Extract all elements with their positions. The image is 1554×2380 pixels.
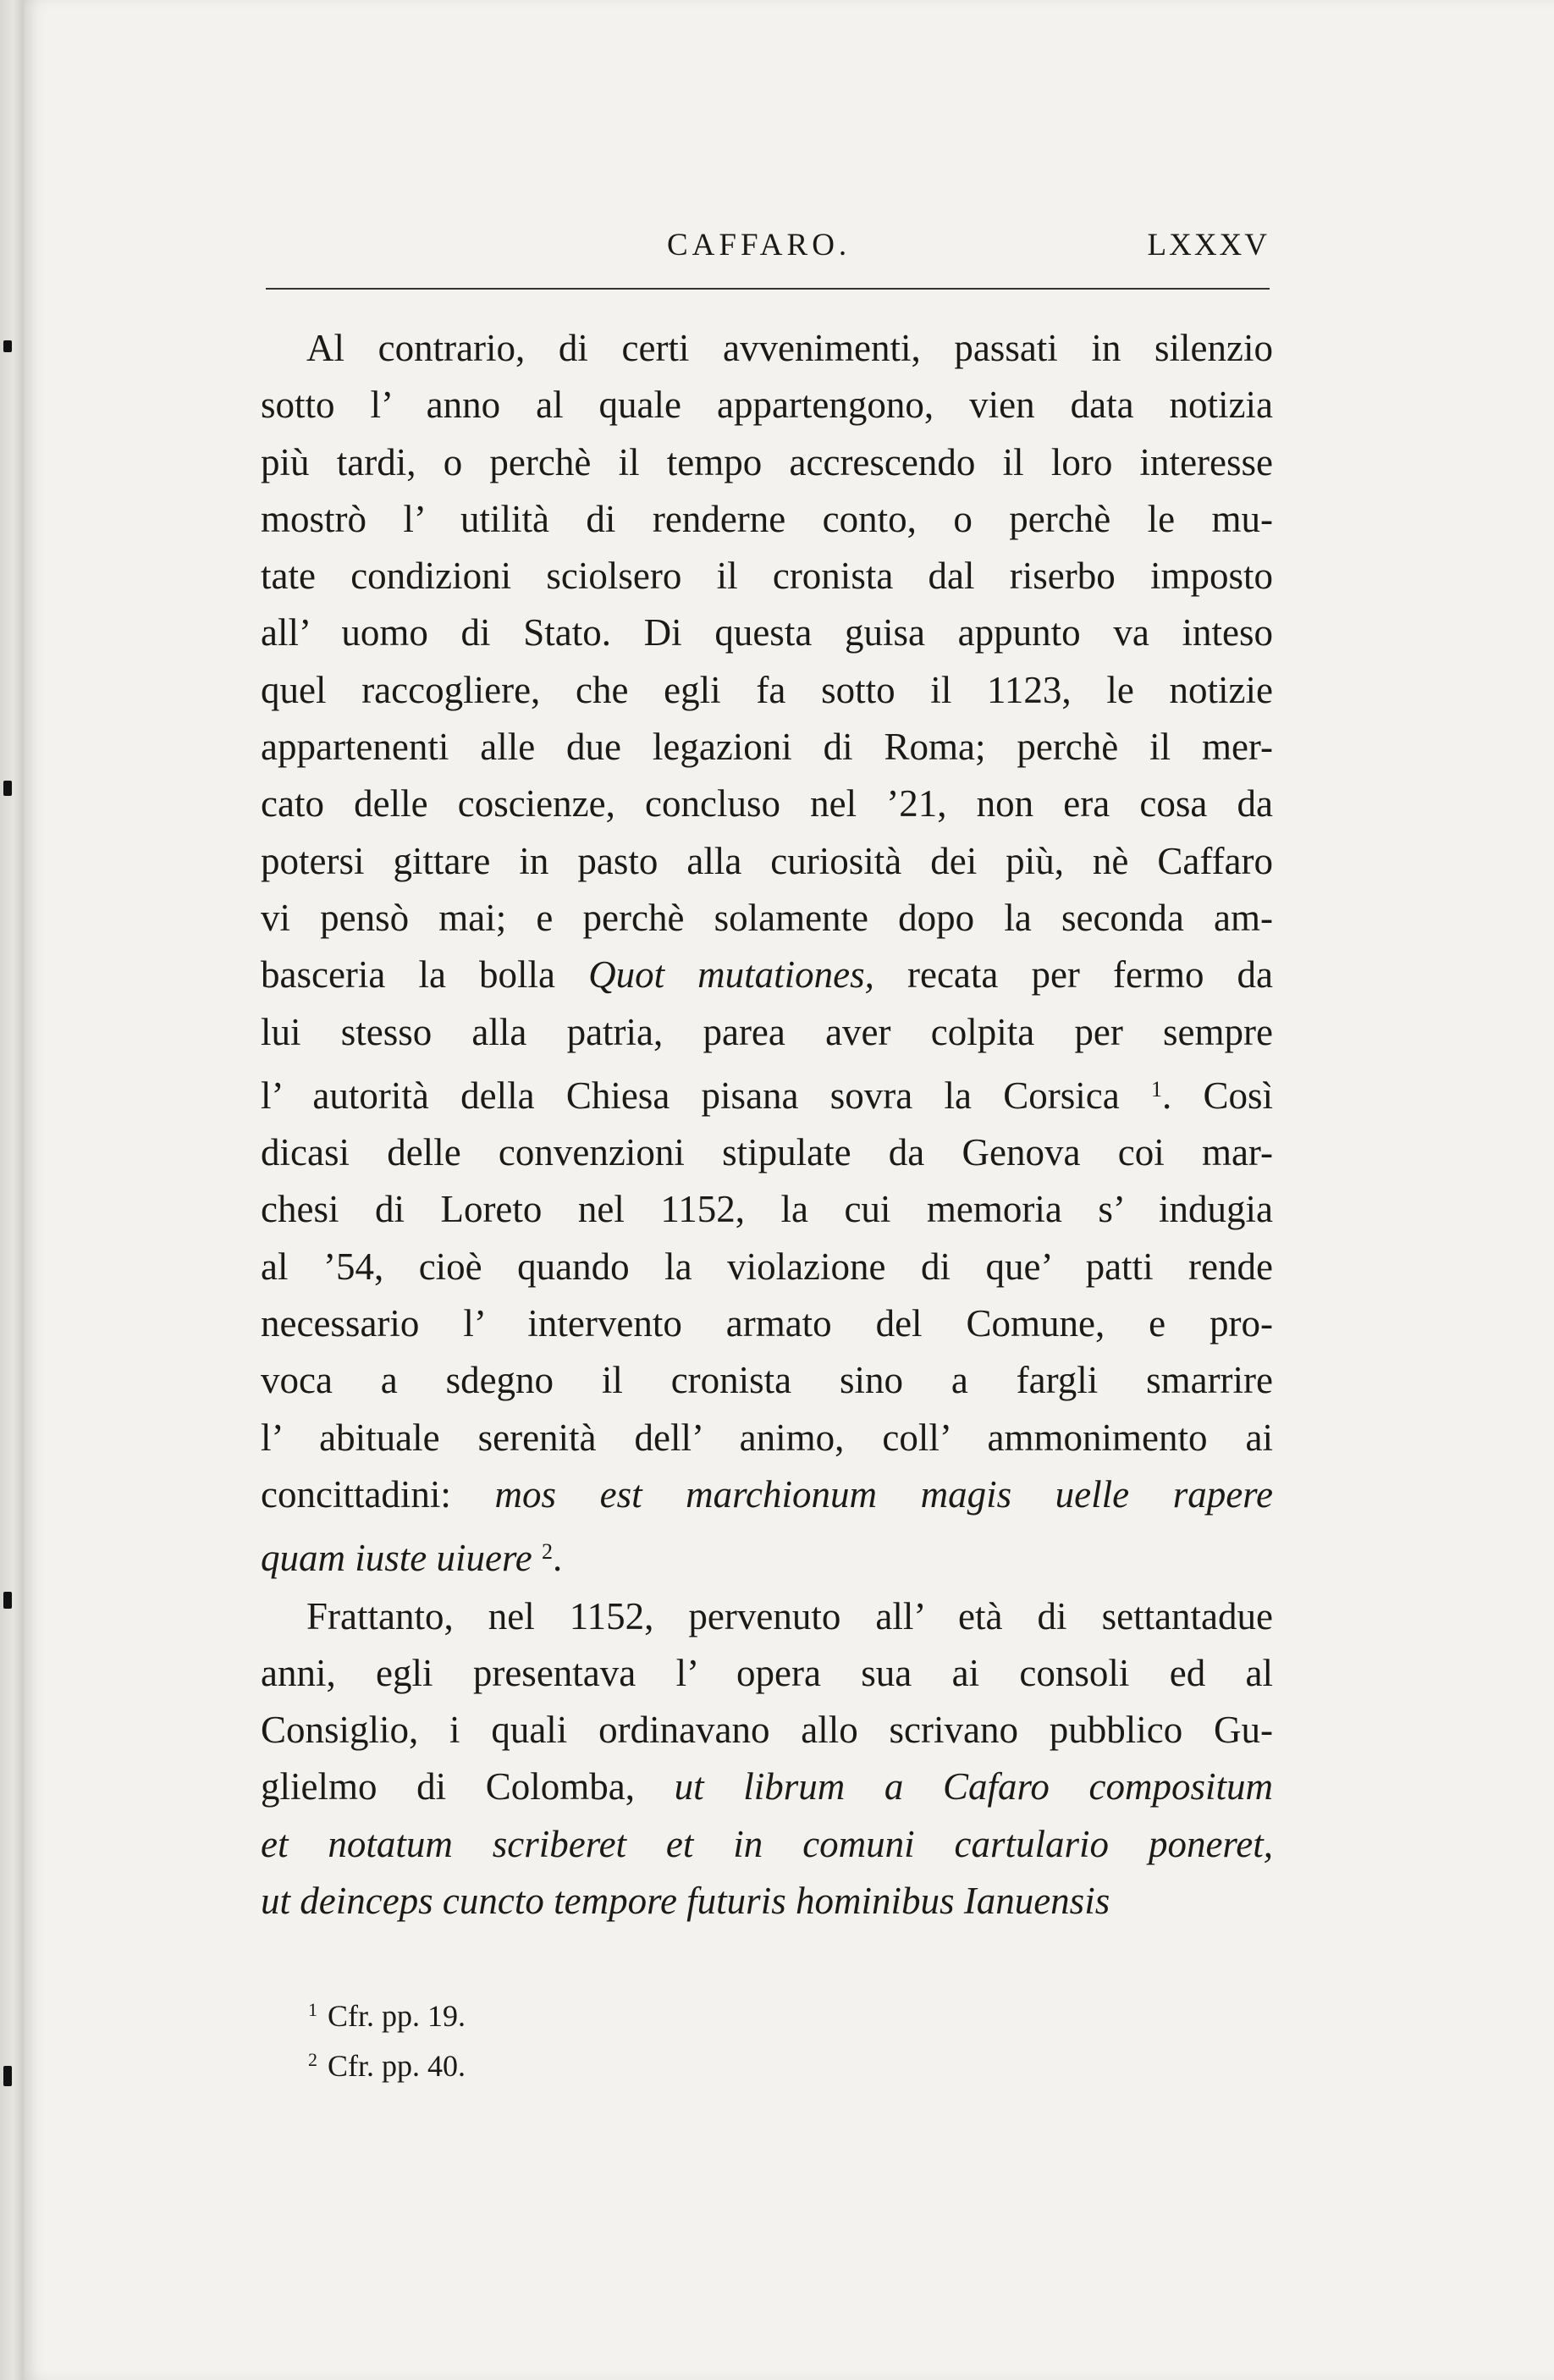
- text-run: [532, 1537, 542, 1579]
- footnote-text: Cfr. pp. 19.: [328, 1999, 466, 2033]
- text-run: recata per fermo da: [873, 953, 1273, 997]
- text-run: Al contrario, di certi avvenimenti, passati in silenzio: [306, 327, 1273, 369]
- text-line: [261, 947, 1273, 1003]
- footnote-text: Cfr. pp. 40.: [328, 2049, 466, 2083]
- text-run: Frattanto, nel 1152, pervenuto all’ età di settantadue: [306, 1594, 1273, 1637]
- text-line: [261, 434, 1273, 491]
- footnote-number: 1: [308, 1999, 317, 2020]
- text-line: [261, 320, 1273, 377]
- text-line: [261, 1352, 1273, 1409]
- italic-latin-phrase: ut librum a Cafaro compositum: [674, 1765, 1273, 1808]
- text-line: [261, 1124, 1273, 1181]
- header-rule: [266, 288, 1270, 290]
- text-line: [261, 776, 1273, 832]
- text-run: voca a sdegno il cronista sino a fargli smarrire: [261, 1359, 1273, 1402]
- text-run: vi pensò mai; e perchè solamente dopo la seconda am-: [261, 896, 1273, 939]
- text-line: [261, 548, 1273, 605]
- italic-latin-phrase: mos est marchionum magis uelle rapere: [494, 1472, 1273, 1516]
- text-line: [261, 1410, 1273, 1466]
- book-spine-shadow: [0, 0, 24, 2380]
- running-header: [262, 227, 1270, 268]
- text-line: [261, 1645, 1273, 1702]
- text-line: [261, 1816, 1273, 1873]
- text-run: sotto l’ anno al quale appartengono, vien data notizia: [261, 384, 1273, 427]
- binding-thread-mark: [3, 2066, 12, 2086]
- text-line: [261, 1702, 1273, 1759]
- text-run: appartenenti alle due legazioni di Roma; perchè il mer-: [261, 726, 1273, 769]
- text-line: [261, 1061, 1273, 1124]
- text-run: l’ autorità della Chiesa pisana sovra la Corsica: [261, 1074, 1151, 1117]
- footnote-reference: 1: [1150, 1076, 1162, 1102]
- italic-latin-phrase: ut deinceps cuncto tempore futuris hominibus Ianuensis: [261, 1880, 1110, 1923]
- text-run: Consiglio, i quali ordinavano allo scrivano pubblico Gu-: [261, 1709, 1273, 1752]
- paragraph: [261, 1588, 1273, 1930]
- text-run: lui stesso alla patria, parea aver colpita per sempre: [261, 1010, 1273, 1053]
- text-run: l’ abituale serenità dell’ animo, coll’ ammonimento ai: [261, 1416, 1273, 1459]
- text-run: .: [553, 1537, 563, 1580]
- text-run: al ’54, cioè quando la violazione di que’ patti rende: [261, 1245, 1273, 1288]
- running-title: CAFFARO.: [667, 228, 851, 262]
- text-run: cato delle coscienze, concluso nel ’21, non era cosa da: [261, 782, 1273, 826]
- text-line: [261, 1239, 1273, 1295]
- text-line: [261, 1004, 1273, 1061]
- text-run: all’ uomo di Stato. Di questa guisa appunto va inteso: [261, 611, 1273, 654]
- text-run: quel raccogliere, che egli fa sotto il 1123, le notizie: [261, 668, 1273, 711]
- italic-latin-phrase: Quot mutationes,: [588, 953, 874, 997]
- text-run: glielmo di Colomba,: [261, 1765, 675, 1808]
- text-run: più tardi, o perchè il tempo accrescendo il loro interesse: [261, 440, 1273, 483]
- text-line: [261, 1759, 1273, 1815]
- text-run: necessario l’ intervento armato del Comune, e pro-: [261, 1302, 1273, 1345]
- text-line: [261, 1466, 1273, 1523]
- text-run: anni, egli presentava l’ opera sua ai consoli ed al: [261, 1651, 1273, 1694]
- page-number: LXXXV: [1147, 228, 1270, 262]
- text-line: [261, 890, 1273, 947]
- text-line: [261, 377, 1273, 433]
- text-run: mostrò l’ utilità di renderne conto, o perchè le mu-: [261, 497, 1273, 540]
- footnotes: [308, 1988, 466, 2088]
- binding-thread-mark: [3, 781, 12, 796]
- text-run: basceria la bolla: [261, 953, 589, 997]
- text-line: [261, 1295, 1273, 1352]
- text-run: concittadini:: [261, 1472, 495, 1516]
- paragraph: [261, 320, 1273, 1588]
- text-line: [261, 833, 1273, 890]
- text-run: tate condizioni sciolsero il cronista dal riserbo imposto: [261, 555, 1273, 598]
- text-run: . Così: [1161, 1074, 1273, 1117]
- text-line: [261, 662, 1273, 719]
- footnote-reference: 2: [542, 1539, 554, 1565]
- text-run: dicasi delle convenzioni stipulate da Genova coi mar-: [261, 1131, 1273, 1174]
- text-line: [261, 1181, 1273, 1238]
- binding-thread-mark: [3, 1592, 12, 1609]
- footnote: [308, 1988, 466, 2038]
- footnote: [308, 2038, 466, 2088]
- text-line: [261, 1873, 1273, 1930]
- text-line: [261, 491, 1273, 548]
- text-line: [261, 1523, 1273, 1587]
- text-run: potersi gittare in pasto alla curiosità dei più, nè Caffaro: [261, 839, 1273, 882]
- italic-latin-phrase: et notatum scriberet et in comuni cartulario poneret,: [261, 1822, 1273, 1865]
- text-line: [261, 1588, 1273, 1645]
- text-run: chesi di Loreto nel 1152, la cui memoria s’ indugia: [261, 1188, 1273, 1231]
- text-line: [261, 719, 1273, 776]
- text-line: [261, 605, 1273, 661]
- binding-thread-mark: [3, 340, 12, 352]
- footnote-number: 2: [308, 2049, 317, 2070]
- main-text: [261, 320, 1273, 1930]
- italic-latin-phrase: quam iuste uiuere: [261, 1537, 532, 1580]
